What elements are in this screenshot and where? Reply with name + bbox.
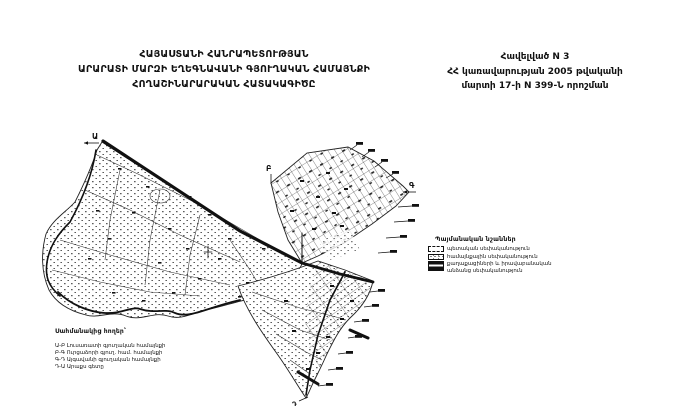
boundary-note-da: Դ-Ա Արաքս գետը (55, 364, 104, 370)
boundary-notes-title: Սահմանակից հողեր՝ (55, 328, 127, 335)
marker-d: Դ (292, 400, 297, 408)
appendix-reference (406, 50, 664, 94)
appendix-number: Հավելված N 3 (500, 52, 570, 62)
decree-line-2: մարտի 17-ի N 399-Ն որոշման (461, 81, 609, 91)
map-legend (428, 236, 606, 275)
marker-b: Բ (266, 164, 272, 173)
boundary-notes (55, 328, 240, 371)
legend-item-private (428, 261, 606, 273)
boundary-note-bg: Բ-Գ Ուրցաձորի գյուղ. համ. համայնքի (55, 350, 163, 356)
marker-a: Ա (92, 132, 99, 141)
title-line-3: ՀՈՂԱՇԻՆԱՐԱՐԱԿԱՆ ՀԱՏԱԿԱԳԻԾԸ (132, 79, 316, 90)
boundary-note-ab: Ա-Բ Լուսառատի գյուղական համայնքի (55, 343, 166, 349)
title-line-1: ՀԱՅԱՍՏԱՆԻ ՀԱՆՐԱՊԵՏՈՒԹՅԱՆ (139, 49, 309, 60)
legend-item-state (428, 246, 606, 252)
legend-swatch-community (428, 254, 444, 260)
legend-label-state: պետական սեփականություն (447, 246, 530, 252)
document-title (28, 47, 420, 92)
legend-swatch-private (428, 261, 444, 271)
map-parcels-upper (271, 147, 409, 263)
legend-title: Պայմանական նշաններ (435, 236, 516, 243)
boundary-note-gd: Գ-Դ Այգավանի գյուղական համայնքի (55, 357, 161, 363)
decree-line-1: ՀՀ կառավարության 2005 թվականի (447, 66, 623, 77)
legend-label-community: համայնքային սեփականություն (447, 253, 538, 260)
title-line-2: ԱՐԱՐԱՏԻ ՄԱՐԶԻ ԵՂԵԳՆԱՎԱՆԻ ԳՅՈՒՂԱԿԱՆ ՀԱՄԱՅՆՔԻ (77, 64, 371, 75)
marker-g: Գ (409, 181, 415, 190)
legend-label-private: քաղաքացիների և իրավաբանական անձանց սեփականություն (447, 261, 552, 274)
legend-swatch-state (428, 246, 444, 252)
legend-item-community (428, 254, 606, 260)
